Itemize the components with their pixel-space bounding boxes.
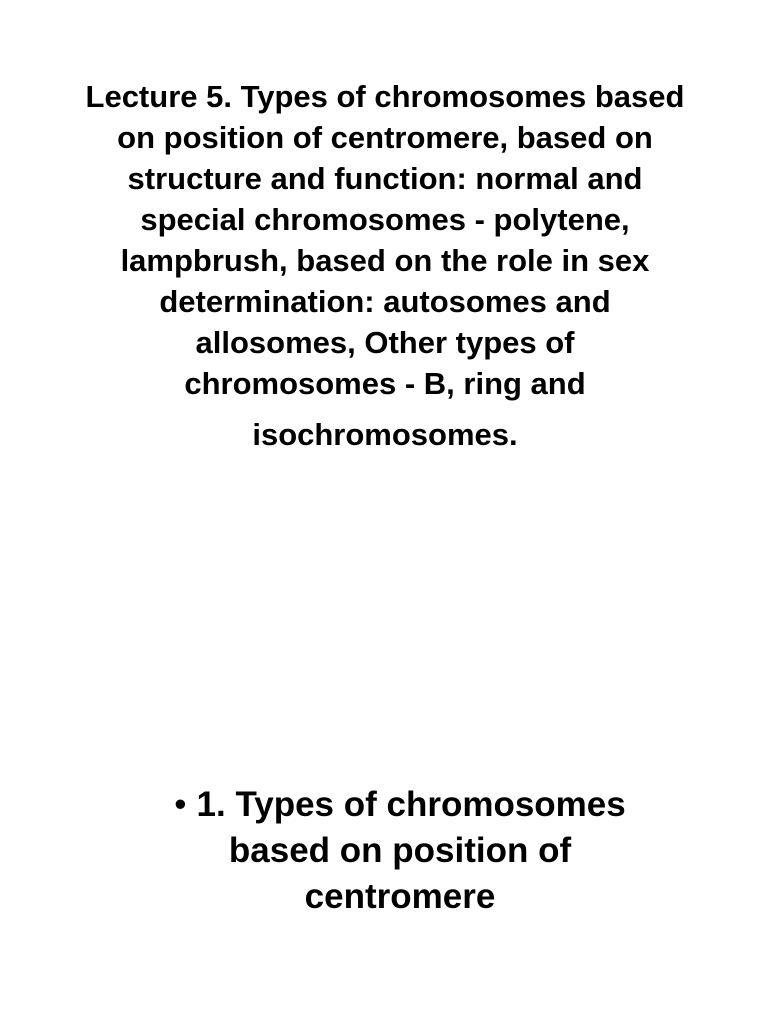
title-line: lampbrush, based on the role in sex [120,243,650,278]
bullet-line: centromere [304,877,496,916]
title-line: structure and function: normal and [127,161,643,196]
bullet-text: 1. Types of chromosomes [196,785,626,824]
bullet-line: based on position of [228,831,572,870]
title-line: determination: autosomes and [159,284,611,319]
bullet-glyph: • [174,785,187,824]
bullet-line [100,782,700,828]
title-line: isochromosomes. [252,417,518,452]
slide-title [40,76,730,455]
title-line: on position of centromere, based on [117,120,653,155]
title-line: Lecture 5. Types of chromosomes based [85,79,685,114]
title-line: chromosomes - B, ring and [184,366,586,401]
bullet-item [100,782,700,920]
title-line: special chromosomes - polytene, [140,202,630,237]
title-line: allosomes, Other types of [195,325,575,360]
bullet-list [100,782,700,920]
